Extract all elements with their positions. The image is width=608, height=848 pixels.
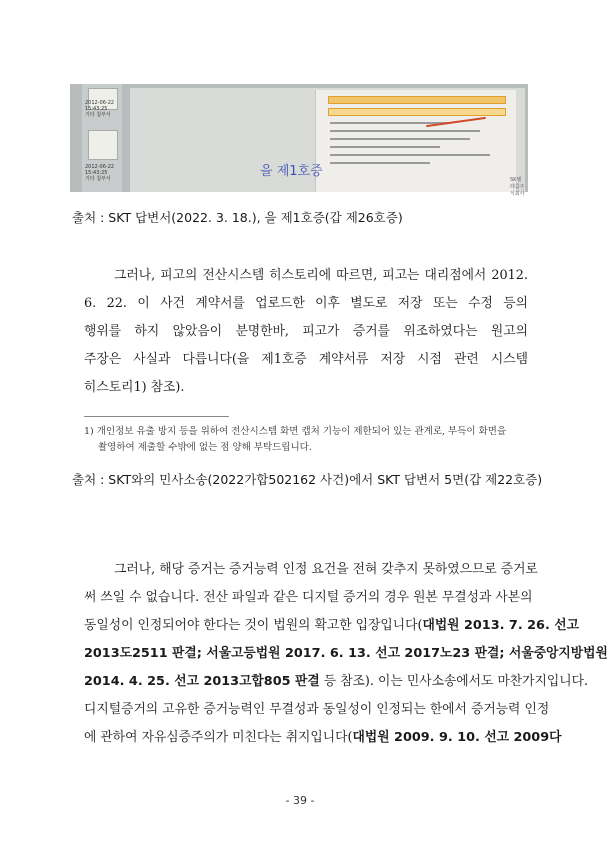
paragraph-2 <box>84 556 608 752</box>
paragraph-2-line <box>84 640 608 668</box>
paragraph-2-line: 디지털증거의 고유한 증거능력인 무결성과 동일성이 인정되는 한에서 증거능력 인정 <box>84 702 550 717</box>
citation-bold: 2013도2511 판결; 서울고등법원 2017. 6. 13. 선고 2017노23 판결; 서울중앙지방법원 <box>84 646 608 661</box>
paragraph-1-line: 6. 22. 이 사건 계약서를 업로드한 이후 별도로 저장 또는 수정 등의 <box>84 296 528 311</box>
source-line-2: 출처 : SKT와의 민사소송(2022가합502162 사건)에서 SKT 답변서 5면(갑 제22호증) <box>72 472 543 487</box>
figure-footer-label: SK텔레콤주식회사 <box>510 177 525 197</box>
source-line-1: 출처 : SKT 답변서(2022. 3. 18.), 을 제1호증(갑 제26호증) <box>72 210 403 225</box>
footnote-line: 1) 개인정보 유출 방지 등을 위하여 전산시스템 화면 캡처 기능이 제한되어 있는 관계로, 부득이 화면을 <box>84 426 507 437</box>
form-subheader-bar <box>328 108 506 116</box>
citation-bold: 대법원 2013. 7. 26. 선고 <box>422 618 579 633</box>
paragraph-2-line: 그러나, 해당 증거는 증거능력 인정 요건을 전혀 갖추지 못하였으므로 증거로 <box>114 562 538 577</box>
system-screenshot-photo <box>70 84 528 197</box>
footnote <box>84 424 528 456</box>
paragraph-1 <box>84 262 528 402</box>
figure-caption: 을 제1호증 <box>260 164 323 179</box>
footnote-divider <box>84 416 229 417</box>
page-number: - 39 - <box>285 794 315 807</box>
citation-bold: 2014. 4. 25. 선고 2013고합805 판결 <box>84 674 320 689</box>
citation-bold: 대법원 2009. 9. 10. 선고 2009다 <box>352 730 562 745</box>
paragraph-2-line: 에 관하여 자유심증주의가 미친다는 취지입니다(대법원 2009. 9. 10. 선고 2009다 <box>84 730 562 745</box>
paragraph-2-line: 2014. 4. 25. 선고 2013고합805 판결 등 참조). 이는 민사소송에서도 마찬가지입니다. <box>84 674 589 689</box>
paragraph-2-line: 동일성이 인정되어야 한다는 것이 법원의 확고한 입장입니다(대법원 2013. 7. 26. 선고 <box>84 618 579 633</box>
screen-area <box>130 88 525 197</box>
contract-form-image <box>315 90 516 192</box>
paragraph-2-line: 써 쓰일 수 없습니다. 전산 파일과 같은 디지털 증거의 경우 원본 무결성과 사본의 <box>84 590 533 605</box>
thumbnail-1-info: 2012-06-22 15:43:25 기타 첨부서 <box>85 100 115 118</box>
paragraph-1-line: 행위를 하지 않았음이 분명한바, 피고가 증거를 위조하였다는 원고의 <box>84 324 528 339</box>
paragraph-1-line: 히스토리1) 참조). <box>84 380 185 395</box>
thumbnail-2-info: 2012-06-22 15:43:25 기타 첨부서 <box>85 164 115 182</box>
paragraph-1-line: 그러나, 피고의 전산시스템 히스토리에 따르면, 피고는 대리점에서 2012. <box>114 268 528 283</box>
paragraph-1-line: 주장은 사실과 다릅니다(을 제1호증 계약서류 저장 시점 관련 시스템 <box>84 352 528 367</box>
form-header-bar <box>328 96 506 104</box>
footnote-line: 촬영하여 제출할 수밖에 없는 점 양해 부탁드립니다. <box>98 442 312 453</box>
thumbnail-2 <box>88 130 118 160</box>
thumbnail-strip <box>82 84 122 192</box>
